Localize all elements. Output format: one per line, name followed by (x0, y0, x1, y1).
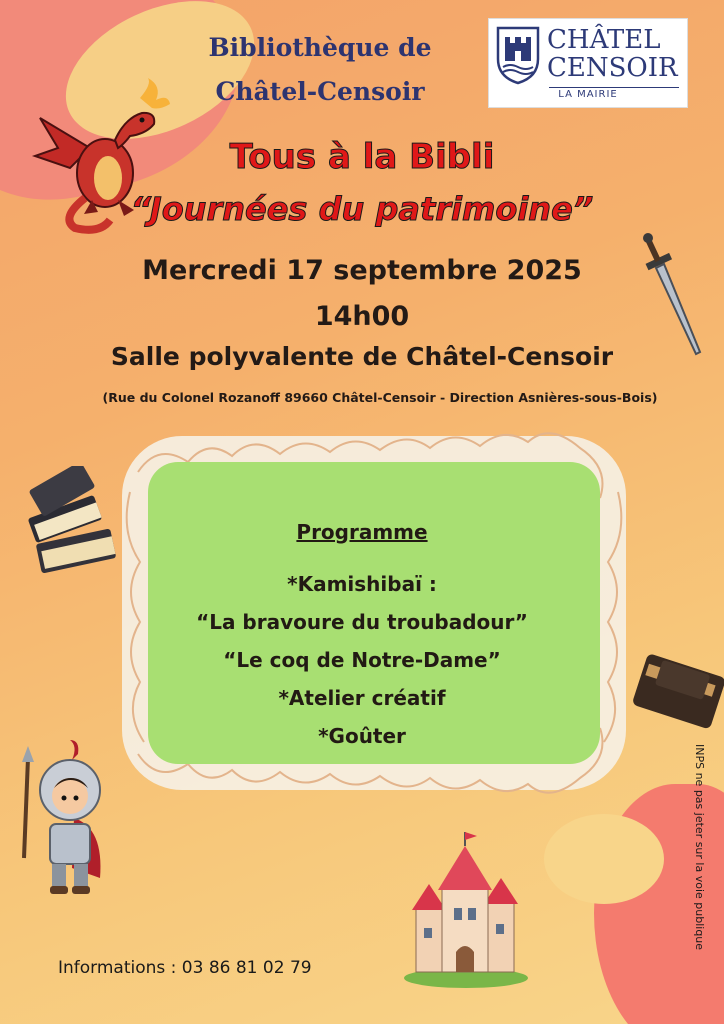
logo-divider (549, 87, 679, 88)
programme-item: “La bravoure du troubadour” (196, 610, 528, 634)
logo-line-1: CHÂTEL (547, 25, 661, 55)
vertical-note (694, 744, 708, 984)
event-date: Mercredi 17 septembre 2025 (142, 255, 582, 286)
logo-subtitle: LA MAIRIE (558, 89, 618, 100)
programme-item: *Kamishibaï : (287, 572, 437, 596)
library-name (180, 26, 460, 114)
library-line-1: Bibliothèque de (208, 33, 432, 62)
old-book-illustration (628, 644, 724, 736)
event-address: (Rue du Colonel Rozanoff 89660 Châtel-Censoir - Direction Asnières-sous-Bois) (102, 390, 658, 405)
event-subtitle: “Journées du patrimoine” (130, 190, 594, 228)
event-venue: Salle polyvalente de Châtel-Censoir (110, 342, 614, 371)
programme-item: *Goûter (318, 724, 406, 748)
logo-line-2: CENSOIR (547, 53, 678, 83)
town-logo (488, 18, 688, 108)
contact-info: Informations : 03 86 81 02 79 (58, 958, 312, 978)
castle-illustration (402, 828, 530, 988)
decor-blob-bottom-right-light (544, 814, 664, 904)
castle-shield-icon (495, 25, 541, 85)
programme-item: “Le coq de Notre-Dame” (223, 648, 501, 672)
library-line-2: Châtel-Censoir (215, 77, 425, 106)
programme-heading: Programme (296, 520, 428, 544)
programme-item: *Atelier créatif (278, 686, 446, 710)
knight-illustration (14, 738, 114, 898)
vertical-note-text: INPS ne pas jeter sur la voie publique (693, 744, 706, 951)
event-time: 14h00 (314, 301, 410, 332)
event-title: Tous à la Bibli (229, 137, 495, 177)
